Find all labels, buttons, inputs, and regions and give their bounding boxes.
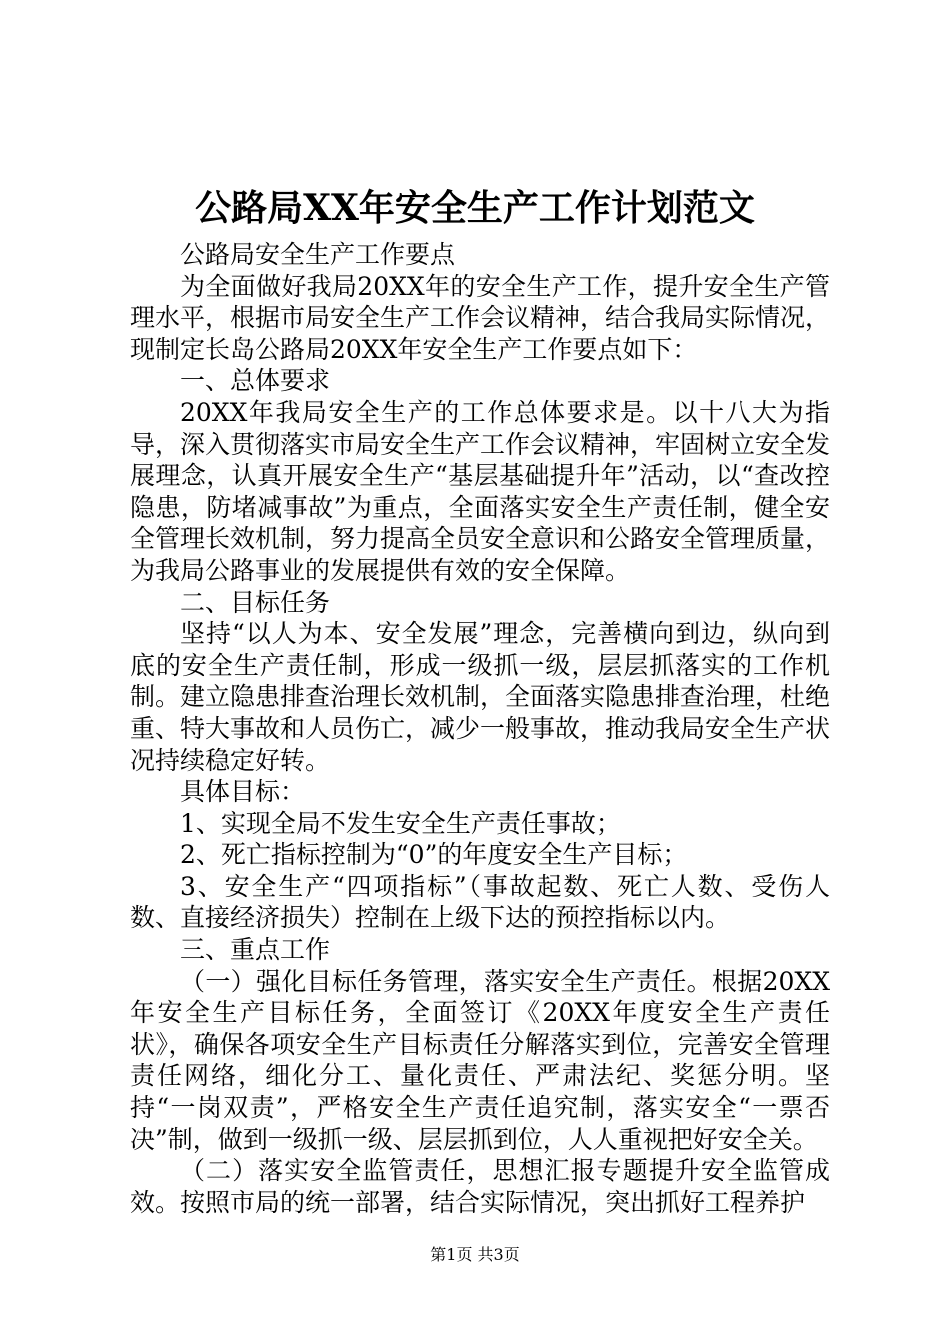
- paragraph-specific-targets-label: 具体目标：: [180, 777, 306, 807]
- list-item-target-3: 3、安全生产“四项指标”（事故起数、死亡人数、受伤人数、直接经济损失）控制在上级下达的预控指标以内。: [130, 871, 830, 933]
- section-heading-targets: 二、目标任务: [180, 587, 331, 617]
- section-heading-general-requirements: 一、总体要求: [180, 366, 331, 396]
- paragraph-intro: 为全面做好我局20XX年的安全生产工作，提升安全生产管理水平，根据市局安全生产工作会议精神，结合我局实际情况，现制定长岛公路局20XX年安全生产工作要点如下：: [130, 271, 831, 364]
- document-title: 公路局XX年安全生产工作计划范文: [195, 187, 755, 229]
- document-body: [130, 239, 830, 1218]
- paragraph-targets: 坚持“以人为本、安全发展”理念，完善横向到边，纵向到底的安全生产责任制，形成一级抓一级，层层抓落实的工作机制。建立隐患排查治理长效机制，全面落实隐患排查治理，杜绝重、特大事故和人员伤亡，减少一般事故，推动我局安全生产状况持续稳定好转。: [130, 619, 831, 775]
- section-heading-key-work: 三、重点工作: [180, 935, 331, 965]
- list-item-target-1: 1、实现全局不发生安全生产责任事故；: [180, 808, 621, 838]
- paragraph-key-work-2: （二）落实安全监管责任，思想汇报专题提升安全监管成效。按照市局的统一部署，结合实际情况，突出抓好工程养护: [130, 1156, 830, 1217]
- list-item-target-2: 2、死亡指标控制为“0”的年度安全生产目标；: [180, 840, 688, 870]
- paragraph-key-work-1: （一）强化目标任务管理，落实安全生产责任。根据20XX年安全生产目标任务，全面签订《20XX年度安全生产责任状》，确保各项安全生产目标责任分解落实到位，完善安全管理责任网络，细化分工、量化责任、严肃法纪、奖惩分明。坚持“一岗双责”，严格安全生产责任追究制，落实安全“一票否决”制，做到一级抓一级、层层抓到位，人人重视把好安全关。: [130, 966, 830, 1154]
- paragraph-heading-work-points: 公路局安全生产工作要点: [180, 240, 456, 269]
- paragraph-general-requirements: 20XX年我局安全生产的工作总体要求是。以十八大为指导，深入贯彻落实市局安全生产工作会议精神，牢固树立安全发展理念，认真开展安全生产“基层基础提升年”活动，以“查改控隐患，防堵减事故”为重点，全面落实安全生产责任制，健全安全管理长效机制，努力提高全员安全意识和公路安全管理质量，为我局公路事业的发展提供有效的安全保障。: [130, 397, 831, 585]
- page-footer: 第1页 共3页: [430, 1245, 520, 1264]
